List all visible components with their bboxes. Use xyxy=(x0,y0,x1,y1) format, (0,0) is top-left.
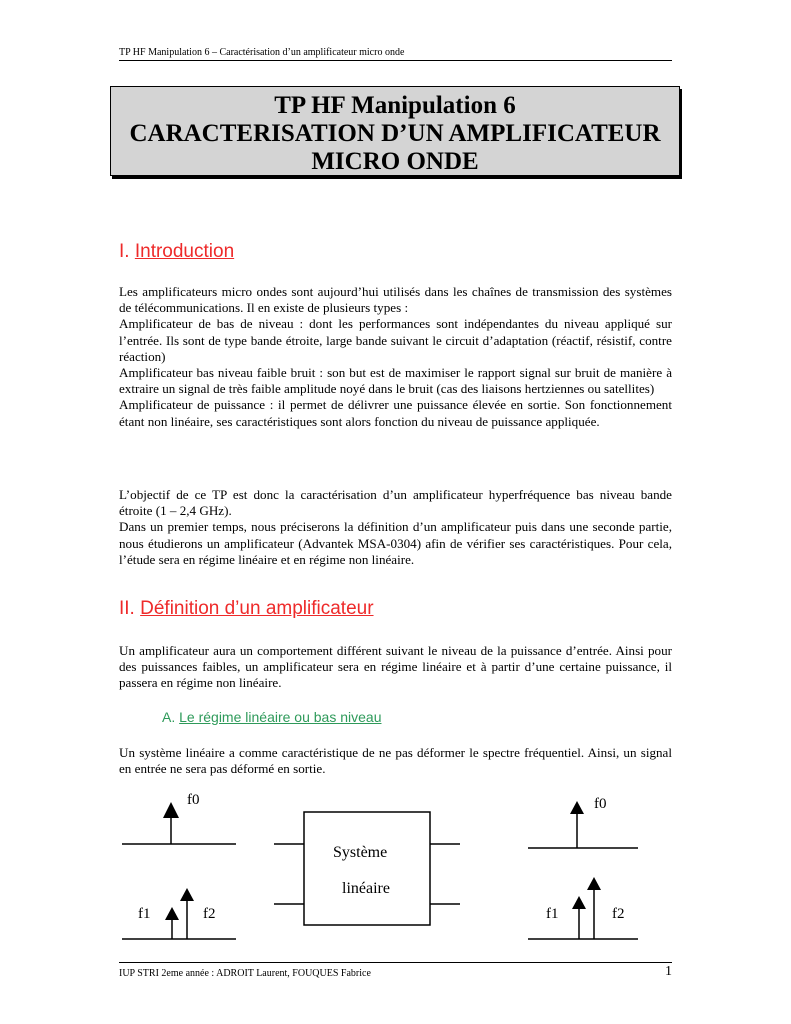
footer-authors: IUP STRI 2eme année : ADROIT Laurent, FOUQUES Fabrice xyxy=(119,968,371,979)
section-number: II. xyxy=(119,598,135,619)
output-f2-label: f2 xyxy=(612,906,625,922)
intro-line-3: Amplificateur bas niveau faible bruit : son but est de maximiser le rapport signal sur bruit de manière à extraire un signal de très faible amplitude noyé dans le bruit (cas des liaisons hertziennes ou satellites) xyxy=(119,365,672,397)
page-number: 1 xyxy=(665,964,672,979)
intro-line-4: Amplificateur de puissance : il permet de délivrer une puissance élevée en sortie. Son fonctionnement étant non linéaire, ses caractéristiques sont alors fonction du niveau de puissance appliquée. xyxy=(119,397,672,429)
output-f0-label: f0 xyxy=(594,796,607,812)
linear-system-box xyxy=(304,812,430,925)
output-f0-arrow-head xyxy=(570,801,584,814)
input-f0-arrow-head xyxy=(163,802,179,818)
input-f2-arrow-head xyxy=(180,888,194,901)
subsection-heading-linear xyxy=(162,709,381,725)
definition-text: Un amplificateur aura un comportement différent suivant le niveau de la puissance d’entrée. Ainsi pour des puissances faibles, un amplificateur sera en régime linéaire et à partir d’une certaine puissance, il passera en régime non linéaire. xyxy=(119,643,672,691)
title-box xyxy=(110,86,680,176)
intro-objective: L’objectif de ce TP est donc la caractérisation d’un amplificateur hyperfréquence bas niveau bande étroite (1 – 2,4 GHz). xyxy=(119,487,672,519)
title-line-2: CARACTERISATION D’UN AMPLIFICATEUR xyxy=(129,120,661,147)
footer-rule xyxy=(119,962,672,963)
subsection-letter: A. xyxy=(162,709,176,725)
input-f2-label: f2 xyxy=(203,906,216,922)
title-line-3: MICRO ONDE xyxy=(311,148,479,175)
section-title: Définition d’un amplificateur xyxy=(140,598,374,619)
subsection-title: Le régime linéaire ou bas niveau xyxy=(179,709,382,725)
intro-paragraph-1 xyxy=(119,284,672,430)
title-line-1: TP HF Manipulation 6 xyxy=(274,92,516,119)
intro-line-1: Les amplificateurs micro ondes sont aujourd’hui utilisés dans les chaînes de transmission des systèmes de télécommunications. Il en existe de plusieurs types : xyxy=(119,284,672,316)
linear-text: Un système linéaire a comme caractéristique de ne pas déformer le spectre fréquentiel. Ainsi, un signal en entrée ne sera pas déformé en sortie. xyxy=(119,745,672,777)
linear-paragraph xyxy=(119,745,672,777)
system-label-line-1: Système xyxy=(333,844,388,861)
intro-line-2: Amplificateur de bas de niveau : dont les performances sont indépendantes du niveau appliqué sur l’entrée. Ils sont de type bande étroite, large bande suivant le circuit d’adaptation (réactif, résistif, contre réaction) xyxy=(119,316,672,364)
output-f2-arrow-head xyxy=(587,877,601,890)
intro-paragraph-2 xyxy=(119,487,672,568)
definition-paragraph xyxy=(119,643,672,692)
section-heading-introduction xyxy=(119,241,234,263)
header-rule xyxy=(119,60,672,61)
input-f0-label: f0 xyxy=(187,792,200,808)
section-heading-definition xyxy=(119,598,374,620)
input-f1-arrow-head xyxy=(165,907,179,920)
intro-plan: Dans un premier temps, nous préciserons la définition d’un amplificateur puis dans une seconde partie, nous étudierons un amplificateur (Advantek MSA-0304) afin de vérifier ses caractéristiques. Pour cela, l’étude sera en régime linéaire et en régime non linéaire. xyxy=(119,519,672,567)
running-header: TP HF Manipulation 6 – Caractérisation d’un amplificateur micro onde xyxy=(119,47,405,58)
section-number: I. xyxy=(119,241,130,262)
section-title: Introduction xyxy=(134,241,235,262)
output-f1-label: f1 xyxy=(546,906,559,922)
linear-system-figure xyxy=(110,790,690,950)
output-f1-arrow-head xyxy=(572,896,586,909)
input-f1-label: f1 xyxy=(138,906,151,922)
system-label-line-2: linéaire xyxy=(342,880,390,897)
